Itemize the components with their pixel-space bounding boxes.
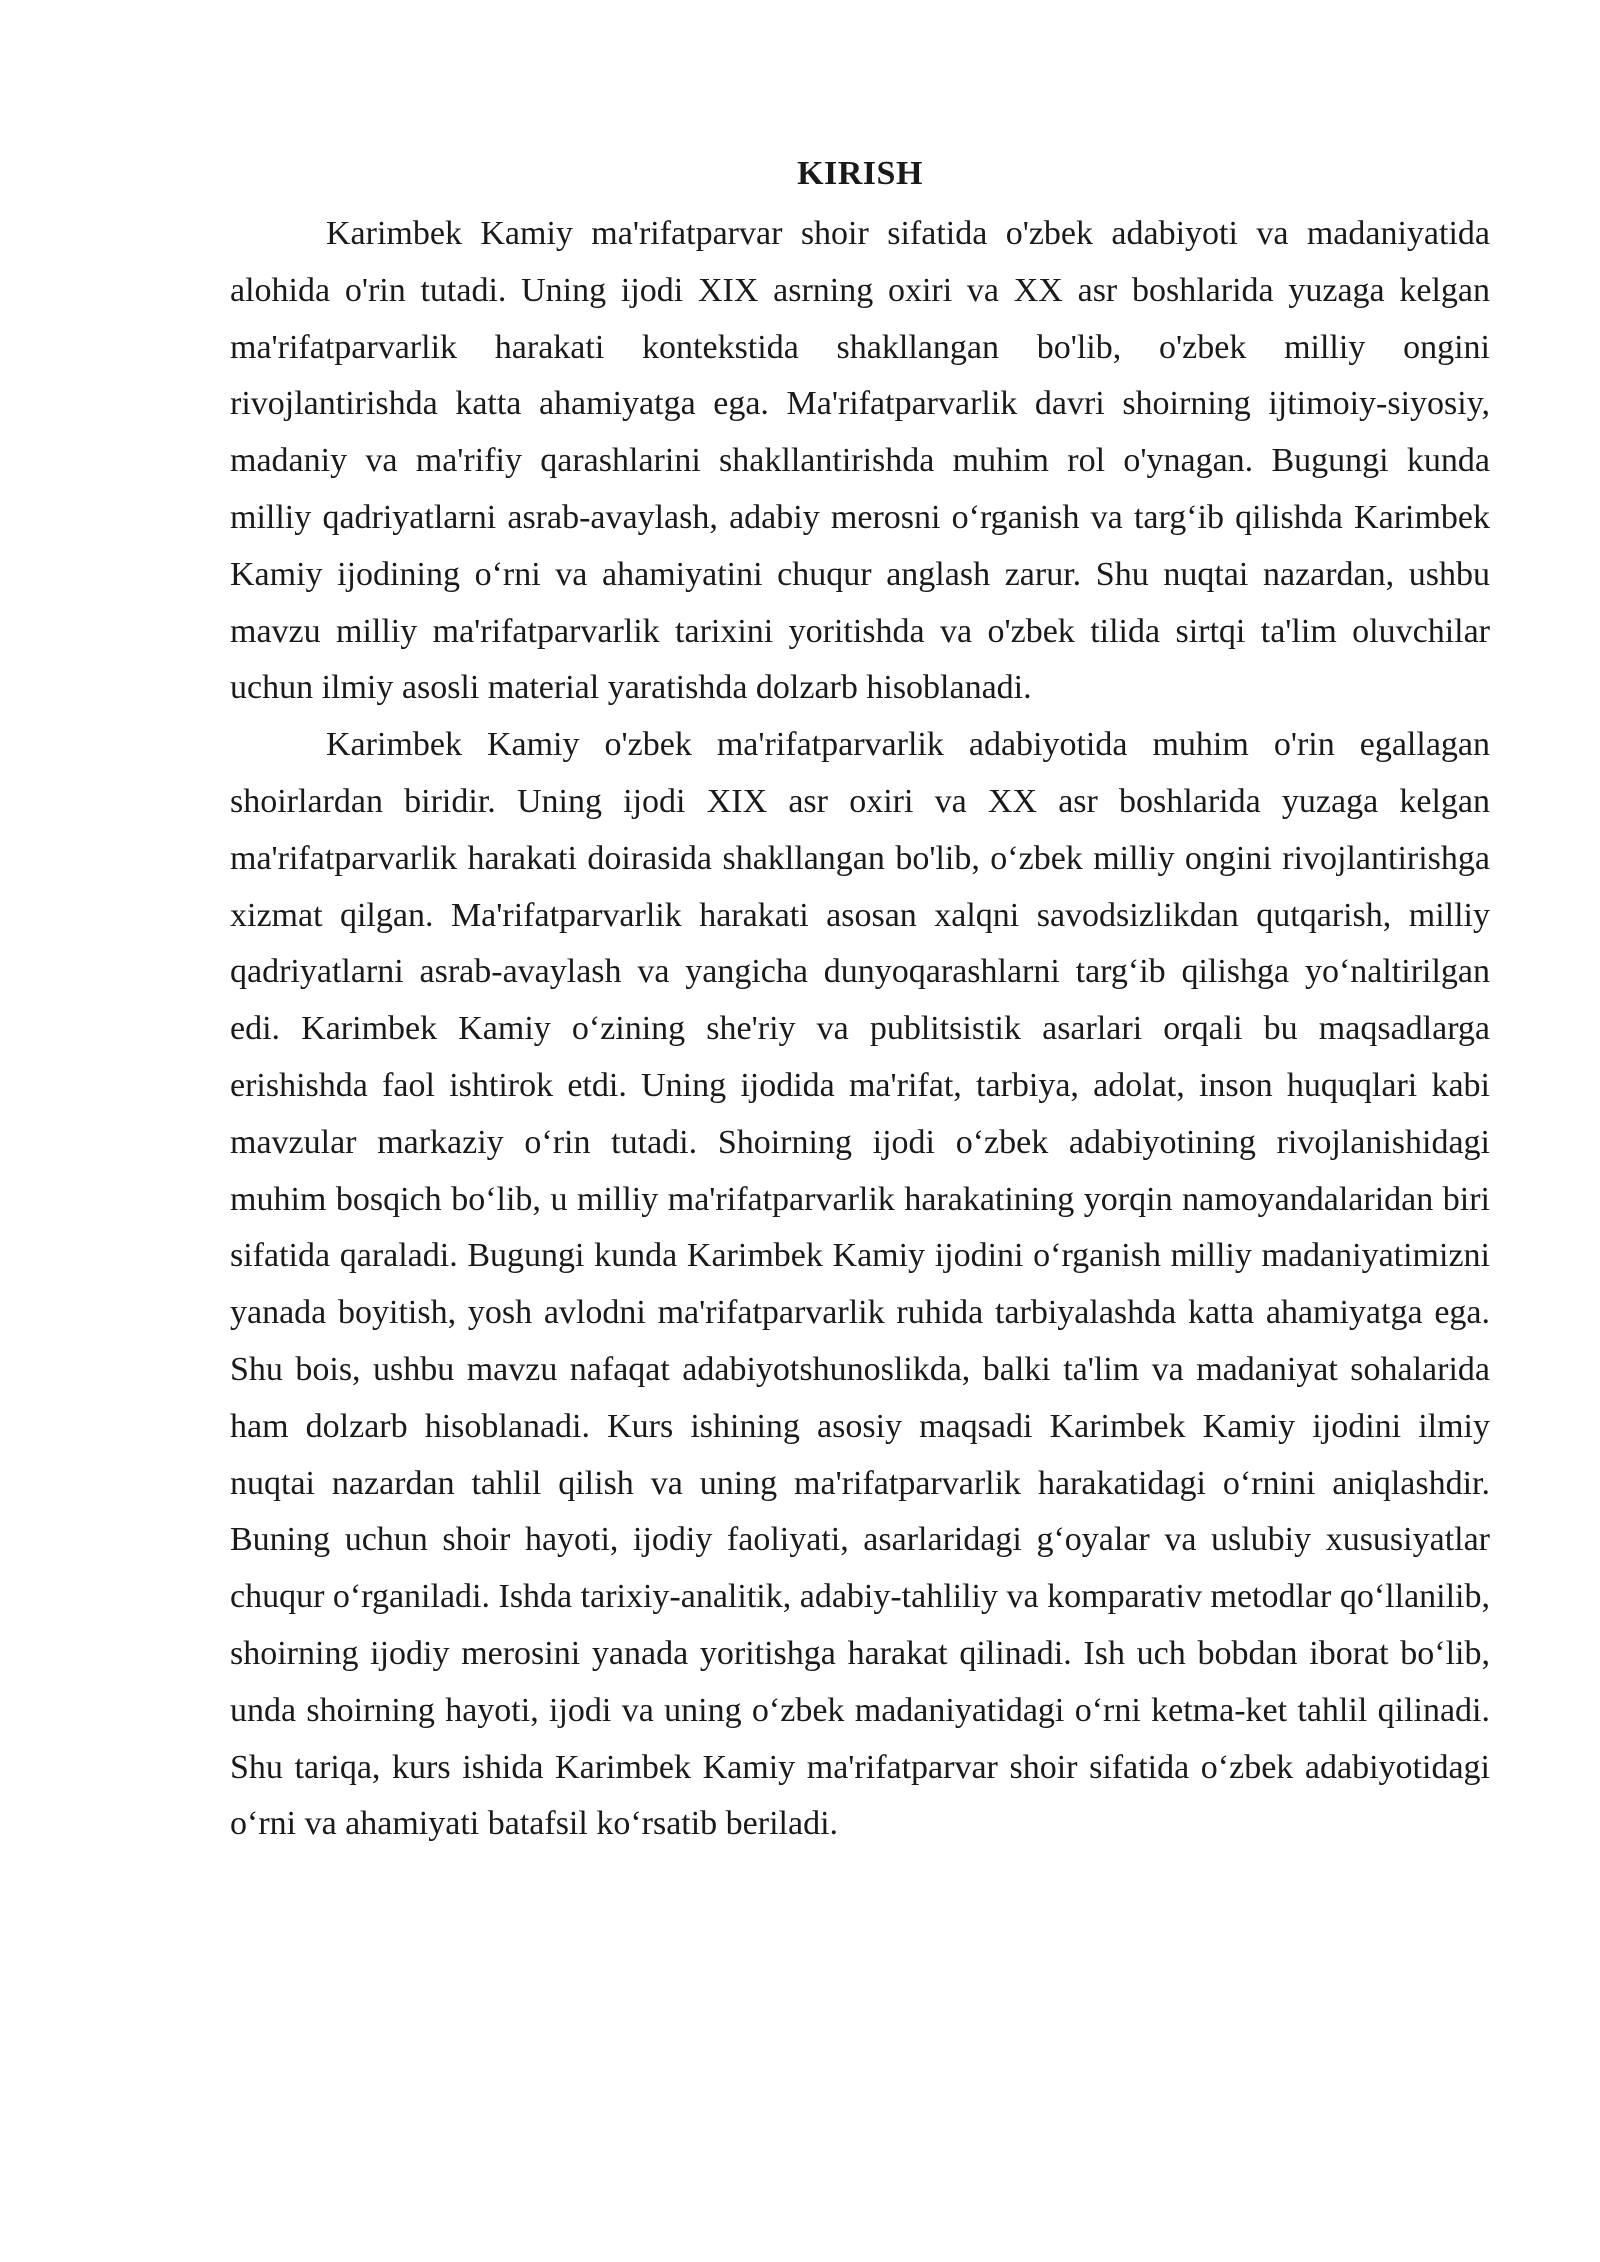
page-title: KIRISH xyxy=(797,155,923,192)
paragraph-2: Karimbek Kamiy o'zbek ma'rifatparvarlik adabiyotida muhim o'rin egallagan shoirlardan biridir. Uning ijodi XIX asr oxiri va XX asr boshlarida yuzaga kelgan ma'rifatparvarlik harakati doirasida shakllangan bo'lib, o‘zbek milliy ongini rivojlantirishga xizmat qilgan. Ma'rifatparvarlik harakati asosan xalqni savodsizlikdan qutqarish, milliy qadriyatlarni asrab-avaylash va yangicha dunyoqarashlarni targ‘ib qilishga yo‘naltirilgan edi. Karimbek Kamiy o‘zining she'riy va publitsistik asarlari orqali bu maqsadlarga erishishda faol ishtirok etdi. Uning ijodida ma'rifat, tarbiya, adolat, inson huquqlari kabi mavzular markaziy o‘rin tutadi. Shoirning ijodi o‘zbek adabiyotining rivojlanishidagi muhim bosqich bo‘lib, u milliy ma'rifatparvarlik harakatining yorqin namoyandalaridan biri sifatida qaraladi. Bugungi kunda Karimbek Kamiy ijodini o‘rganish milliy madaniyatimizni yanada boyitish, yosh avlodni ma'rifatparvarlik ruhida tarbiyalashda katta ahamiyatga ega. Shu bois, ushbu mavzu nafaqat adabiyotshunoslikda, balki ta'lim va madaniyat sohalarida ham dolzarb hisoblanadi. Kurs ishining asosiy maqsadi Karimbek Kamiy ijodini ilmiy nuqtai nazardan tahlil qilish va uning ma'rifatparvarlik harakatidagi o‘rnini aniqlashdir. Buning uchun shoir hayoti, ijodiy faoliyati, asarlaridagi g‘oyalar va uslubiy xususiyatlar chuqur o‘rganiladi. Ishda tarixiy-analitik, adabiy-tahliliy va komparativ metodlar qo‘llanilib, shoirning ijodiy merosini yanada yoritishga harakat qilinadi. Ish uch bobdan iborat bo‘lib, unda shoirning hayoti, ijodi va uning o‘zbek madaniyatidagi o‘rni ketma-ket tahlil qilinadi. Shu tariqa, kurs ishida Karimbek Kamiy ma'rifatparvar shoir sifatida o‘zbek adabiyotidagi o‘rni va ahamiyati batafsil ko‘rsatib beriladi. xyxy=(230,726,1490,1843)
document-body xyxy=(230,146,1490,1853)
paragraph-1: Karimbek Kamiy ma'rifatparvar shoir sifatida o'zbek adabiyoti va madaniyatida alohida o'rin tutadi. Uning ijodi XIX asrning oxiri va XX asr boshlarida yuzaga kelgan ma'rifatparvarlik harakati kontekstida shakllangan bo'lib, o'zbek milliy ongini rivojlantirishda katta ahamiyatga ega. Ma'rifatparvarlik davri shoirning ijtimoiy-siyosiy, madaniy va ma'rifiy qarashlarini shakllantirishda muhim rol o'ynagan. Bugungi kunda milliy qadriyatlarni asrab-avaylash, adabiy merosni o‘rganish va targ‘ib qilishda Karimbek Kamiy ijodining o‘rni va ahamiyatini chuqur anglash zarur. Shu nuqtai nazardan, ushbu mavzu milliy ma'rifatparvarlik tarixini yoritishda va o'zbek tilida sirtqi ta'lim oluvchilar uchun ilmiy asosli material yaratishda dolzarb hisoblanadi. xyxy=(230,215,1490,707)
